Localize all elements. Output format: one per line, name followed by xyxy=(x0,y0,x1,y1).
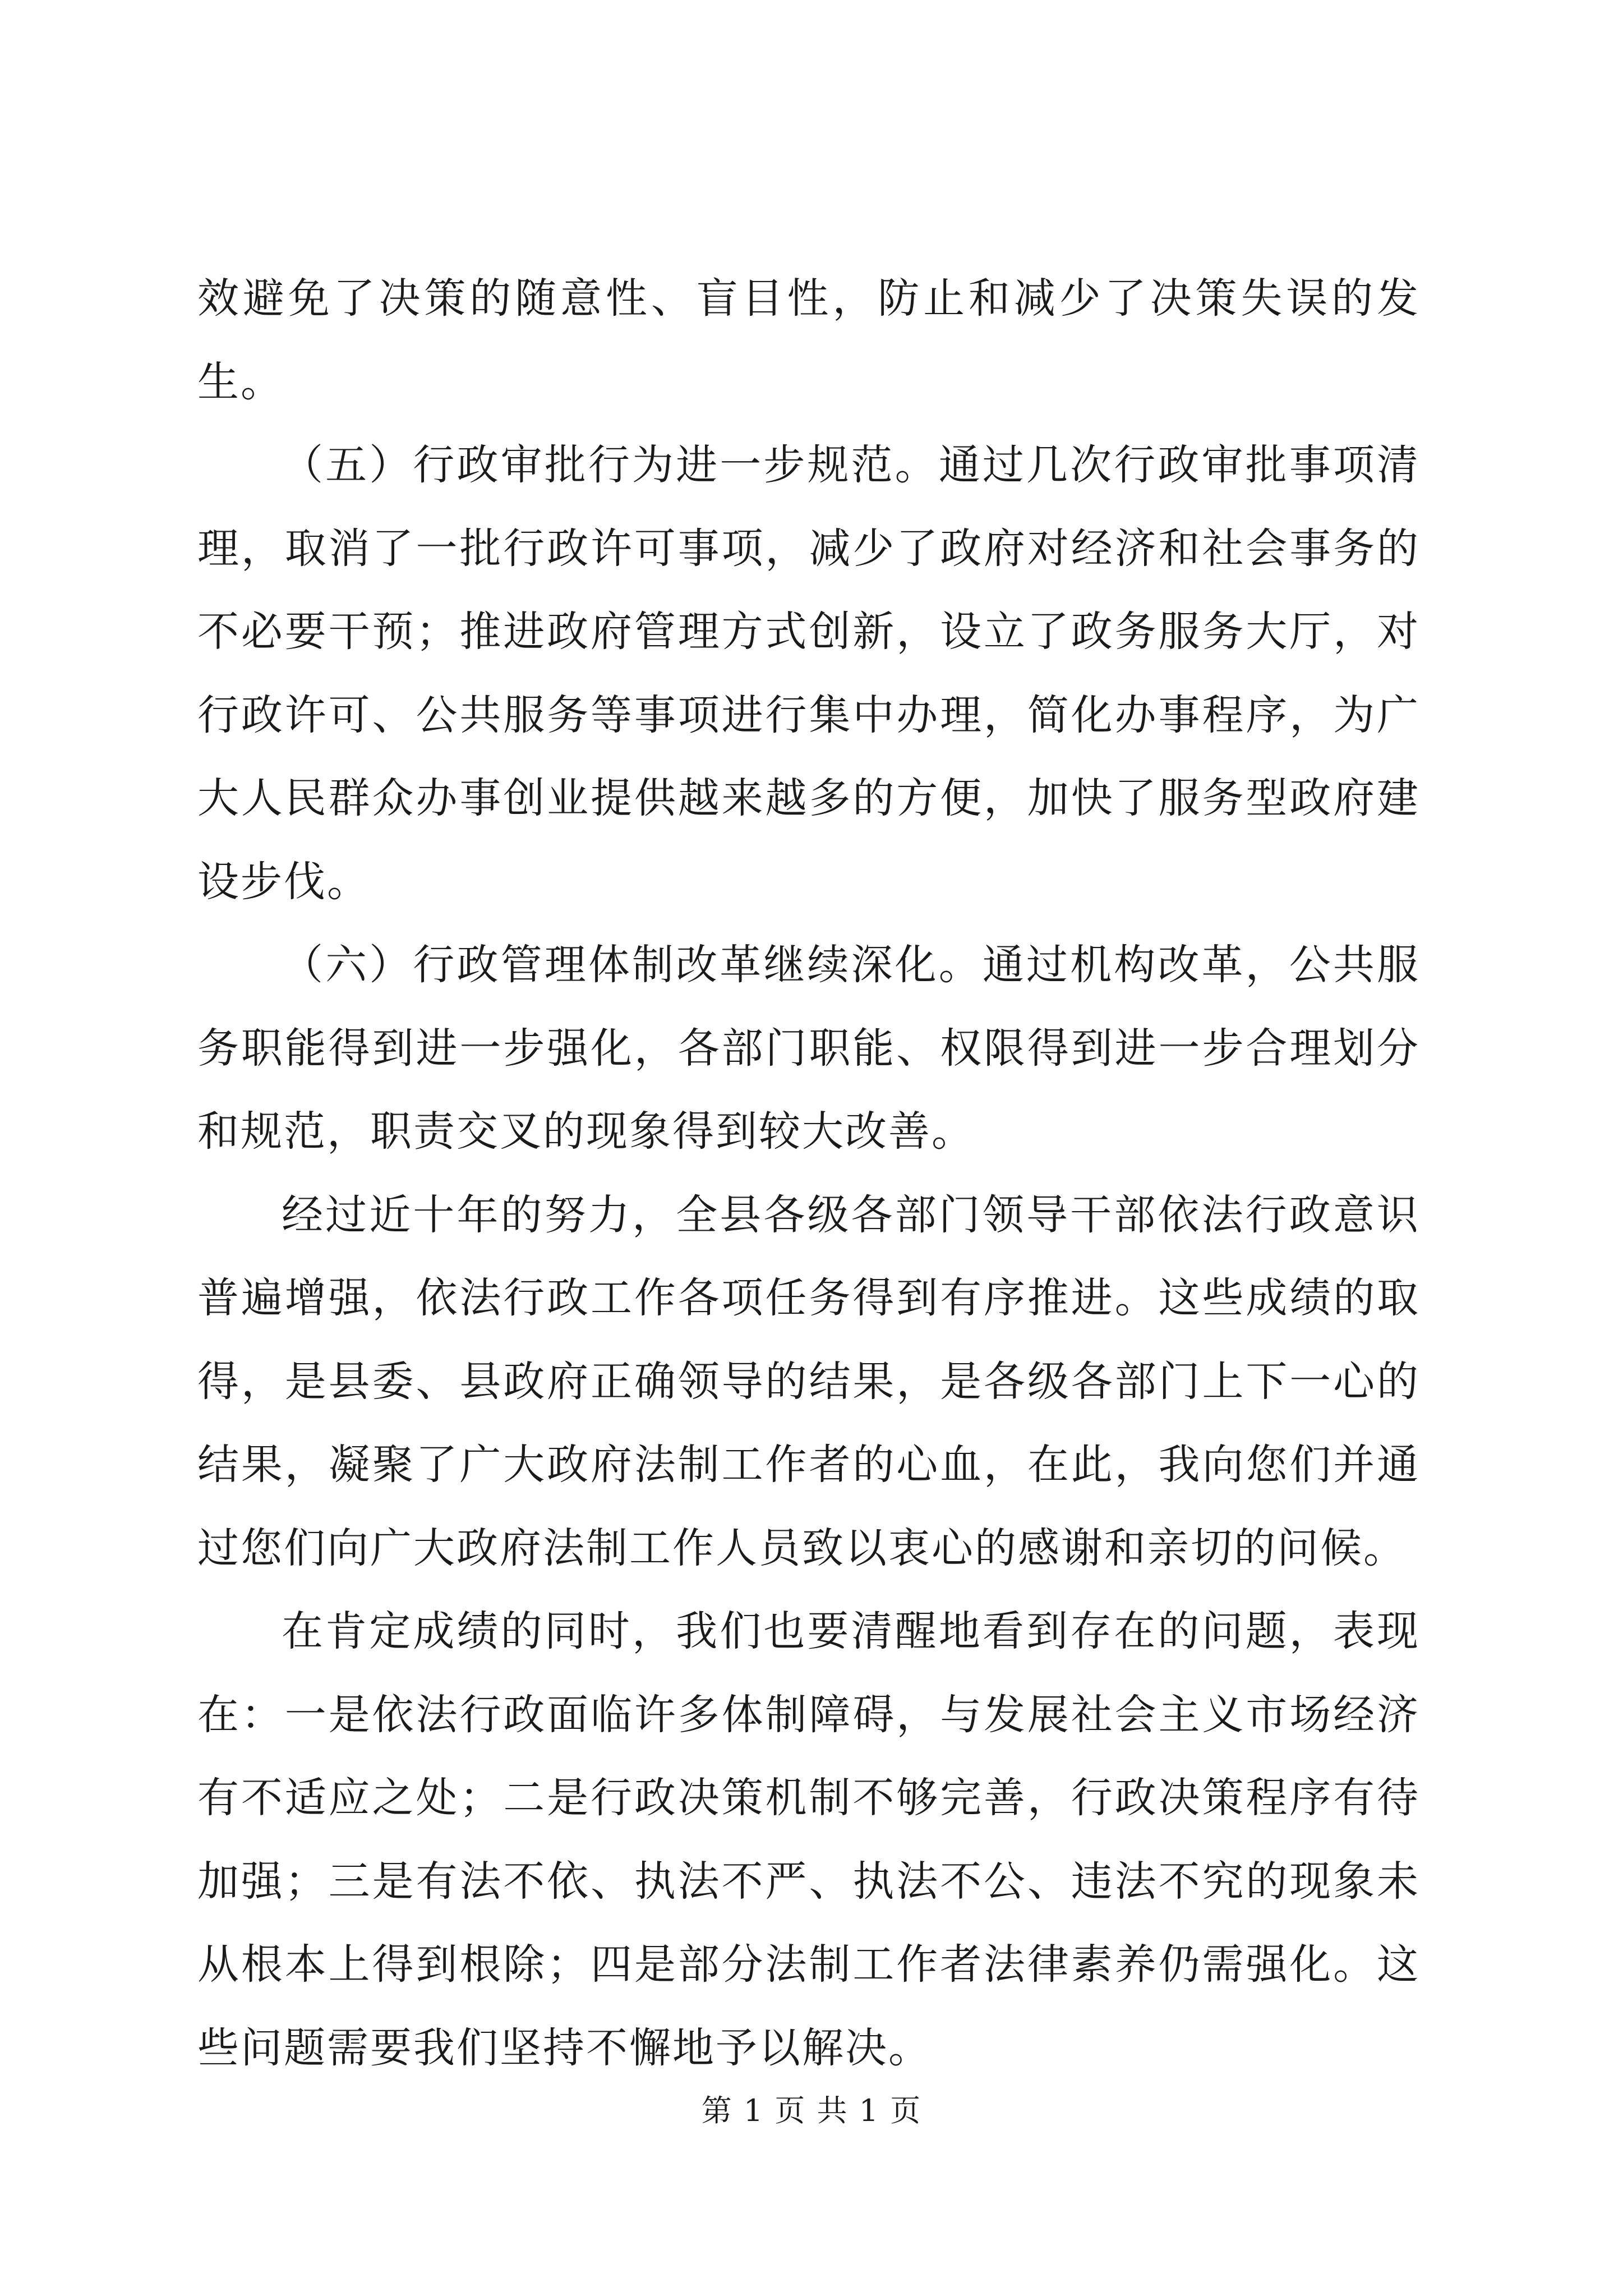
paragraph-section-six: （六）行政管理体制改革继续深化。通过机构改革，公共服务职能得到进一步强化，各部门职能、权限得到进一步合理划分和规范，职责交叉的现象得到较大改善。 xyxy=(197,941,1420,1156)
paragraph-continuation: 效避免了决策的随意性、盲目性，防止和减少了决策失误的发生。 xyxy=(197,274,1420,406)
page-footer: 第 1 页 共 1 页 xyxy=(701,2093,922,2128)
paragraph-achievements: 经过近十年的努力，全县各级各部门领导干部依法行政意识普遍增强，依法行政工作各项任务得到有序推进。这些成绩的取得，是县委、县政府正确领导的结果，是各级各部门上下一心的结果，凝聚了广大政府法制工作者的心血，在此，我向您们并通过您们向广大政府法制工作人员致以衷心的感谢和亲切的问候。 xyxy=(197,1190,1420,1572)
paragraph-problems: 在肯定成绩的同时，我们也要清醒地看到存在的问题，表现在：一是依法行政面临许多体制障碍，与发展社会主义市场经济有不适应之处；二是行政决策机制不够完善，行政决策程序有待加强；三是有法不依、执法不严、执法不公、违法不究的现象未从根本上得到根除；四是部分法制工作者法律素养仍需强化。这些问题需要我们坚持不懈地予以解决。 xyxy=(197,1607,1420,2072)
document-body xyxy=(197,257,1420,2090)
paragraph-section-five: （五）行政审批行为进一步规范。通过几次行政审批事项清理，取消了一批行政许可事项，减少了政府对经济和社会事务的不必要干预；推进政府管理方式创新，设立了政务服务大厅，对行政许可、公共服务等事项进行集中办理，简化办事程序，为广大人民群众办事创业提供越来越多的方便，加快了服务型政府建设步伐。 xyxy=(197,441,1420,906)
